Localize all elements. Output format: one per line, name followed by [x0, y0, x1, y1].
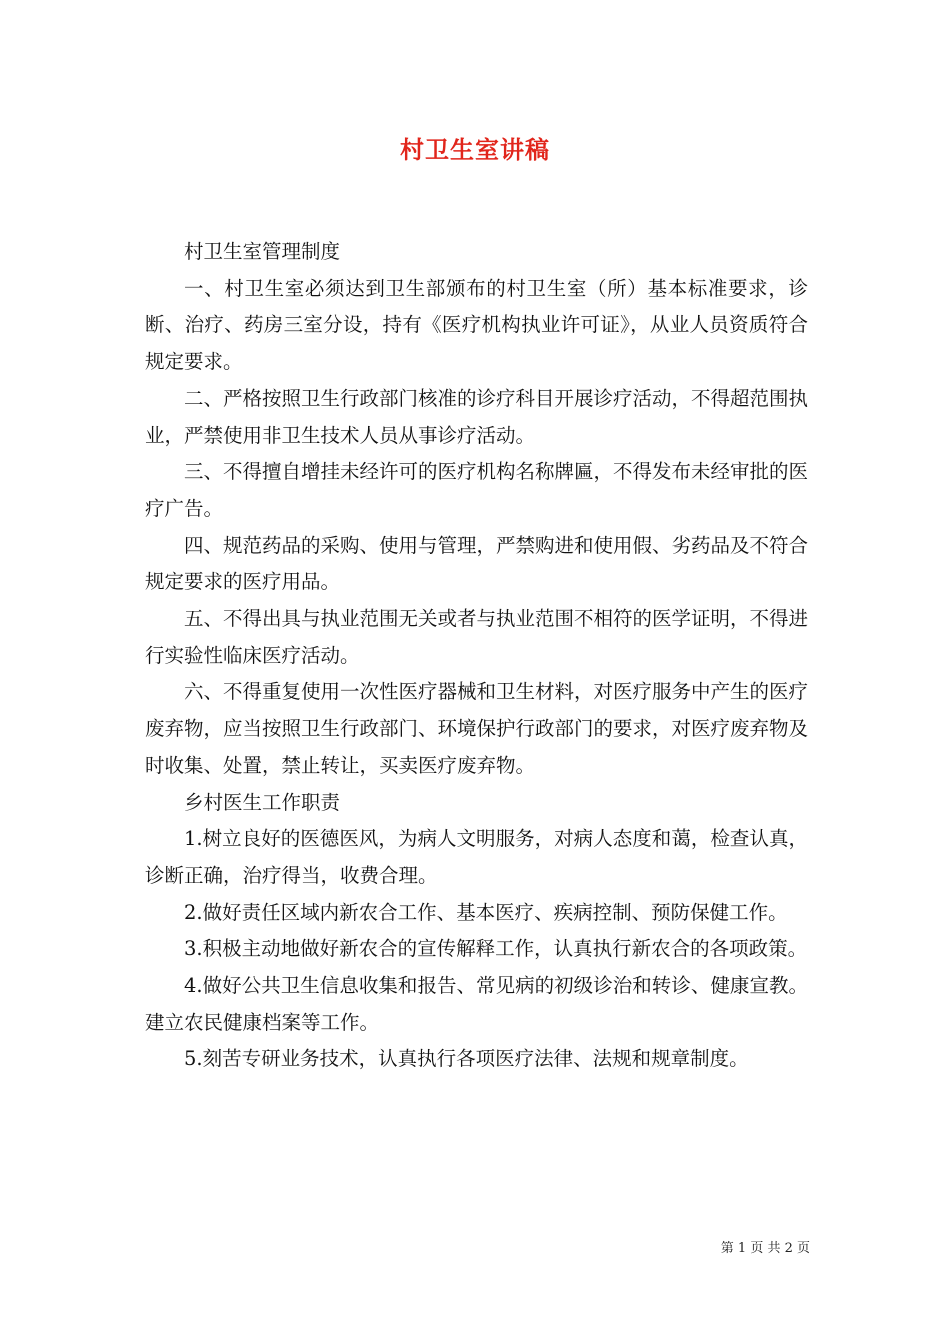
paragraph-duty-1: 1.树立良好的医德医风，为病人文明服务，对病人态度和蔼，检查认真，诊断正确，治疗得当，收费合理。: [145, 827, 808, 887]
paragraph-duty-3: 3.积极主动地做好新农合的宣传解释工作，认真执行新农合的各项政策。: [184, 937, 808, 961]
section-heading-management: 村卫生室管理制度: [184, 240, 341, 263]
paragraph-duty-2: 2.做好责任区域内新农合工作、基本医疗、疾病控制、预防保健工作。: [184, 900, 788, 924]
page-number-footer: 第 1 页 共 2 页: [720, 1241, 810, 1256]
paragraph-rule-1: 一、村卫生室必须达到卫生部颁布的村卫生室（所）基本标准要求，诊断、治疗、药房三室分设，持有《医疗机构执业许可证》，从业人员资质符合规定要求。: [145, 276, 808, 374]
paragraph-rule-3: 三、不得擅自增挂未经许可的医疗机构名称牌匾，不得发布未经审批的医疗广告。: [145, 460, 809, 520]
paragraph-duty-5: 5.刻苦专研业务技术，认真执行各项医疗法律、法规和规章制度。: [184, 1047, 749, 1071]
paragraph-rule-4: 四、规范药品的采购、使用与管理，严禁购进和使用假、劣药品及不符合规定要求的医疗用品。: [145, 533, 809, 594]
paragraph-duty-4: 4.做好公共卫生信息收集和报告、常见病的初级诊治和转诊、健康宣教。建立农民健康档案等工作。: [145, 974, 808, 1034]
document-title: 村卫生室讲稿: [400, 135, 550, 164]
paragraph-rule-2: 二、严格按照卫生行政部门核准的诊疗科目开展诊疗活动，不得超范围执业，严禁使用非卫生技术人员从事诊疗活动。: [145, 386, 809, 447]
paragraph-rule-5: 五、不得出具与执业范围无关或者与执业范围不相符的医学证明，不得进行实验性临床医疗活动。: [145, 607, 809, 667]
section-heading-duties: 乡村医生工作职责: [184, 790, 341, 814]
document-body: [145, 234, 808, 1078]
paragraph-rule-6: 六、不得重复使用一次性医疗器械和卫生材料，对医疗服务中产生的医疗废弃物，应当按照卫生行政部门、环境保护行政部门的要求，对医疗废弃物及时收集、处置，禁止转让，买卖医疗废弃物。: [145, 680, 809, 777]
